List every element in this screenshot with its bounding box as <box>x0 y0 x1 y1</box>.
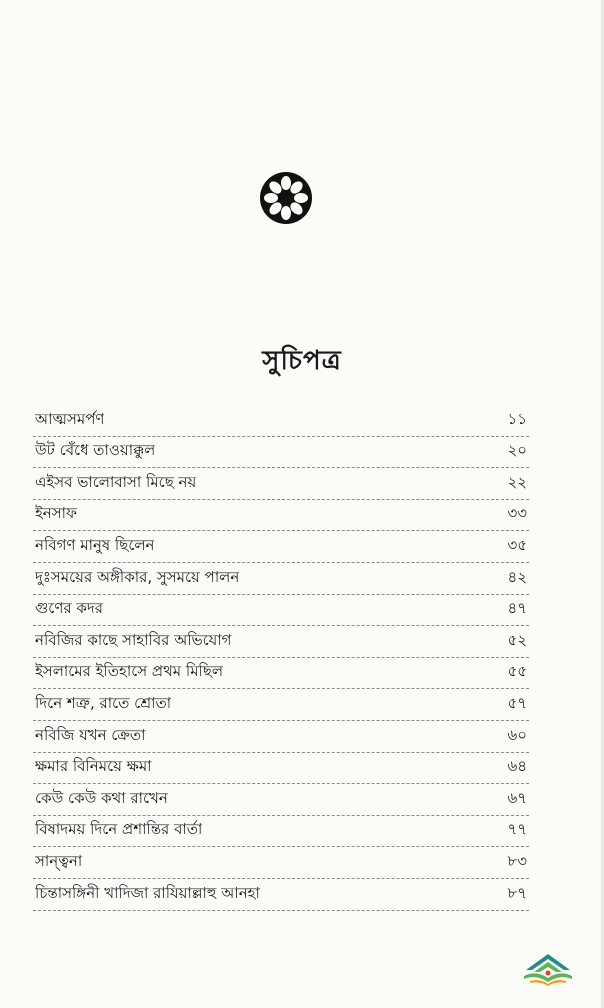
publisher-logo-icon <box>520 948 576 988</box>
toc-entry <box>33 531 529 563</box>
toc-entry-title: উট বেঁধে তাওয়াক্কুল <box>35 441 156 460</box>
toc-entry-page: ৩৫ <box>507 535 527 554</box>
toc-entry <box>33 847 529 879</box>
toc-entry <box>33 721 529 753</box>
toc-entry-title: নবিজির কাছে সাহাবির অভিযোগ <box>35 630 232 649</box>
toc-entry-title: ইনসাফ <box>35 504 77 523</box>
toc-entry-page: ৮৭ <box>507 883 527 902</box>
toc-entry <box>33 626 529 658</box>
toc-entry-title: চিন্তাসঙ্গিনী খাদিজা রাযিয়াল্লাহু আনহা <box>35 883 260 902</box>
toc-entry-title: নবিগণ মানুষ ছিলেন <box>35 535 155 554</box>
toc-entry-page: ১১ <box>507 409 527 428</box>
toc-entry <box>33 879 529 911</box>
toc-entry <box>33 784 529 816</box>
toc-entry-page: ৭৭ <box>507 820 527 839</box>
toc-entry <box>33 468 529 500</box>
toc-entry-page: ৫৫ <box>507 662 527 681</box>
toc-entry <box>33 563 529 595</box>
toc-entry-page: ৪৭ <box>507 599 527 618</box>
toc-entry-page: ২২ <box>507 472 527 491</box>
toc-entry-page: ৬৪ <box>507 757 527 776</box>
toc-entry <box>33 405 529 437</box>
toc-entry-title: ইসলামের ইতিহাসে প্রথম মিছিল <box>35 662 224 681</box>
toc-entry <box>33 500 529 532</box>
toc-entry-title: এইসব ভালোবাসা মিছে নয় <box>35 472 197 491</box>
toc-entry <box>33 437 529 469</box>
toc-entry-title: আত্মসমর্পণ <box>35 409 105 428</box>
toc-entry <box>33 753 529 785</box>
toc-entry-title: দুঃসময়ের অঙ্গীকার, সুসময়ে পালন <box>35 567 240 586</box>
toc-entry-page: ৫২ <box>507 630 527 649</box>
page-title: সুচিপত্র <box>262 346 342 376</box>
toc-entry-title: দিনে শত্রু, রাতে শ্রোতা <box>35 693 172 712</box>
toc-entry <box>33 658 529 690</box>
flower-ornament-icon <box>258 170 314 226</box>
toc-entry-page: ৬৭ <box>507 788 527 807</box>
toc-entry-title: নবিজি যখন ক্রেতা <box>35 725 146 744</box>
toc-entry <box>33 689 529 721</box>
toc-entry-title: কেউ কেউ কথা রাখেন <box>35 788 168 807</box>
toc-entry-page: ২০ <box>507 441 527 460</box>
toc-entry-page: ৪২ <box>507 567 527 586</box>
toc-entry <box>33 816 529 848</box>
toc-entry-title: গুণের কদর <box>35 599 104 618</box>
toc-entry-title: ক্ষমার বিনিময়ে ক্ষমা <box>35 757 152 776</box>
toc-entry-title: বিষাদময় দিনে প্রশান্তির বার্তা <box>35 820 203 839</box>
toc-entry-page: ৩৩ <box>507 504 527 523</box>
toc-entry <box>33 595 529 627</box>
toc-entry-page: ৫৭ <box>507 693 527 712</box>
toc-entry-page: ৮৩ <box>507 851 527 870</box>
table-of-contents <box>33 405 529 911</box>
toc-entry-title: সান্ত্বনা <box>35 851 83 870</box>
toc-entry-page: ৬০ <box>507 725 527 744</box>
